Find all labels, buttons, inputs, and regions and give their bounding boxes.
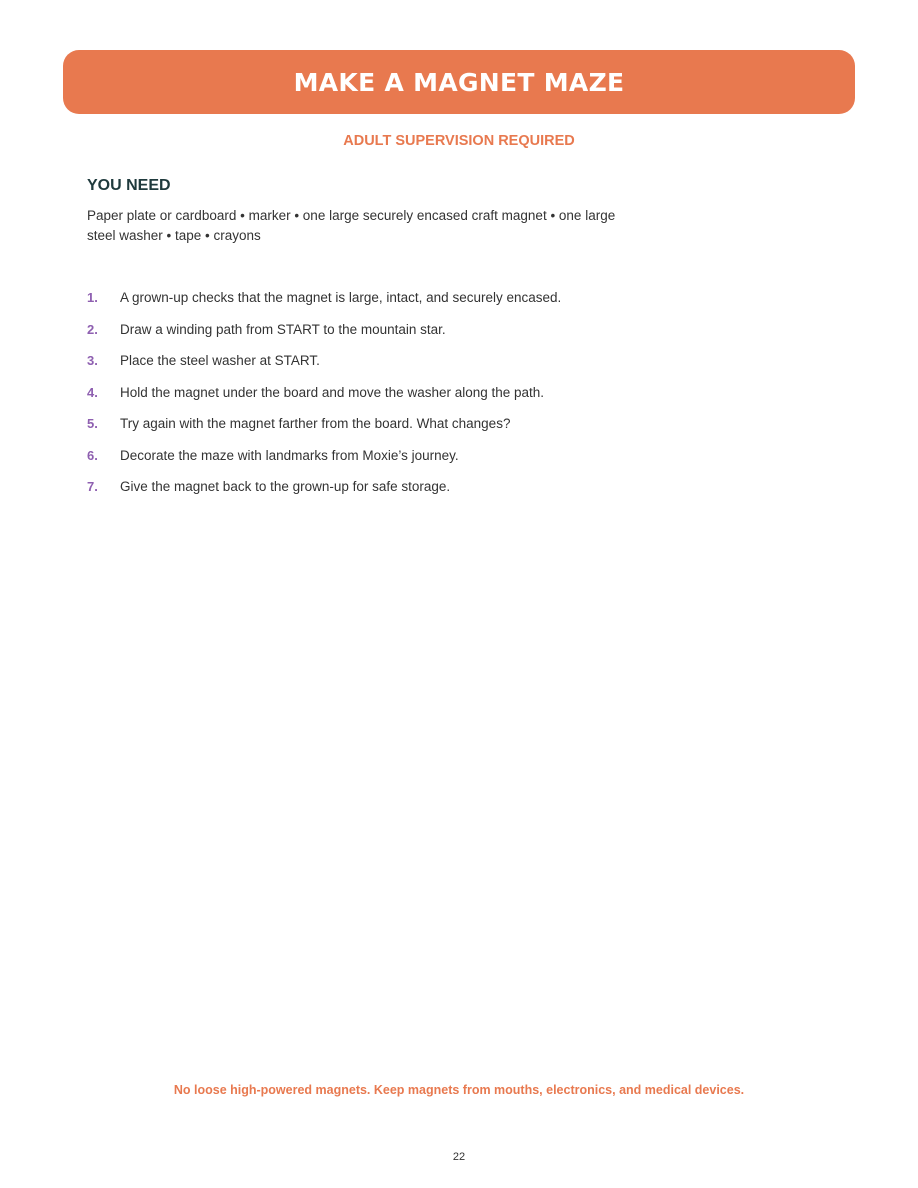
step-text: A grown-up checks that the magnet is large, intact, and securely encased. <box>120 290 562 305</box>
step-item <box>87 416 561 448</box>
step-text: Decorate the maze with landmarks from Moxie’s journey. <box>120 447 459 463</box>
step-number: 6. <box>87 447 98 463</box>
step-number: 4. <box>87 384 98 400</box>
step-text: Hold the magnet under the board and move the washer along the path. <box>120 384 545 400</box>
step-item <box>87 385 561 417</box>
safety-note: No loose high-powered magnets. Keep magnets from mouths, electronics, and medical devices. <box>173 1083 745 1097</box>
title-banner <box>63 50 855 114</box>
step-item <box>87 322 561 354</box>
step-text: Place the steel washer at START. <box>120 353 320 368</box>
page-number: 22 <box>452 1151 466 1163</box>
step-number: 2. <box>87 321 98 337</box>
step-number: 7. <box>87 479 98 494</box>
step-number: 5. <box>87 416 98 431</box>
page-title: MAKE A MAGNET MAZE <box>293 67 625 97</box>
step-item <box>87 353 561 385</box>
you-need-heading: YOU NEED <box>87 177 171 194</box>
step-item <box>87 290 561 322</box>
materials-list: Paper plate or cardboard • marker • one large securely encased craft magnet • one large steel washer • tape • crayons <box>87 208 616 243</box>
step-number: 3. <box>87 353 98 368</box>
steps-list <box>87 290 561 511</box>
step-number: 1. <box>87 290 98 305</box>
step-item <box>87 479 561 511</box>
step-text: Draw a winding path from START to the mountain star. <box>120 321 446 337</box>
step-text: Try again with the magnet farther from the board. What changes? <box>120 416 511 431</box>
step-item <box>87 448 561 480</box>
supervision-note: ADULT SUPERVISION REQUIRED <box>343 133 575 149</box>
step-text: Give the magnet back to the grown-up for safe storage. <box>120 479 451 494</box>
